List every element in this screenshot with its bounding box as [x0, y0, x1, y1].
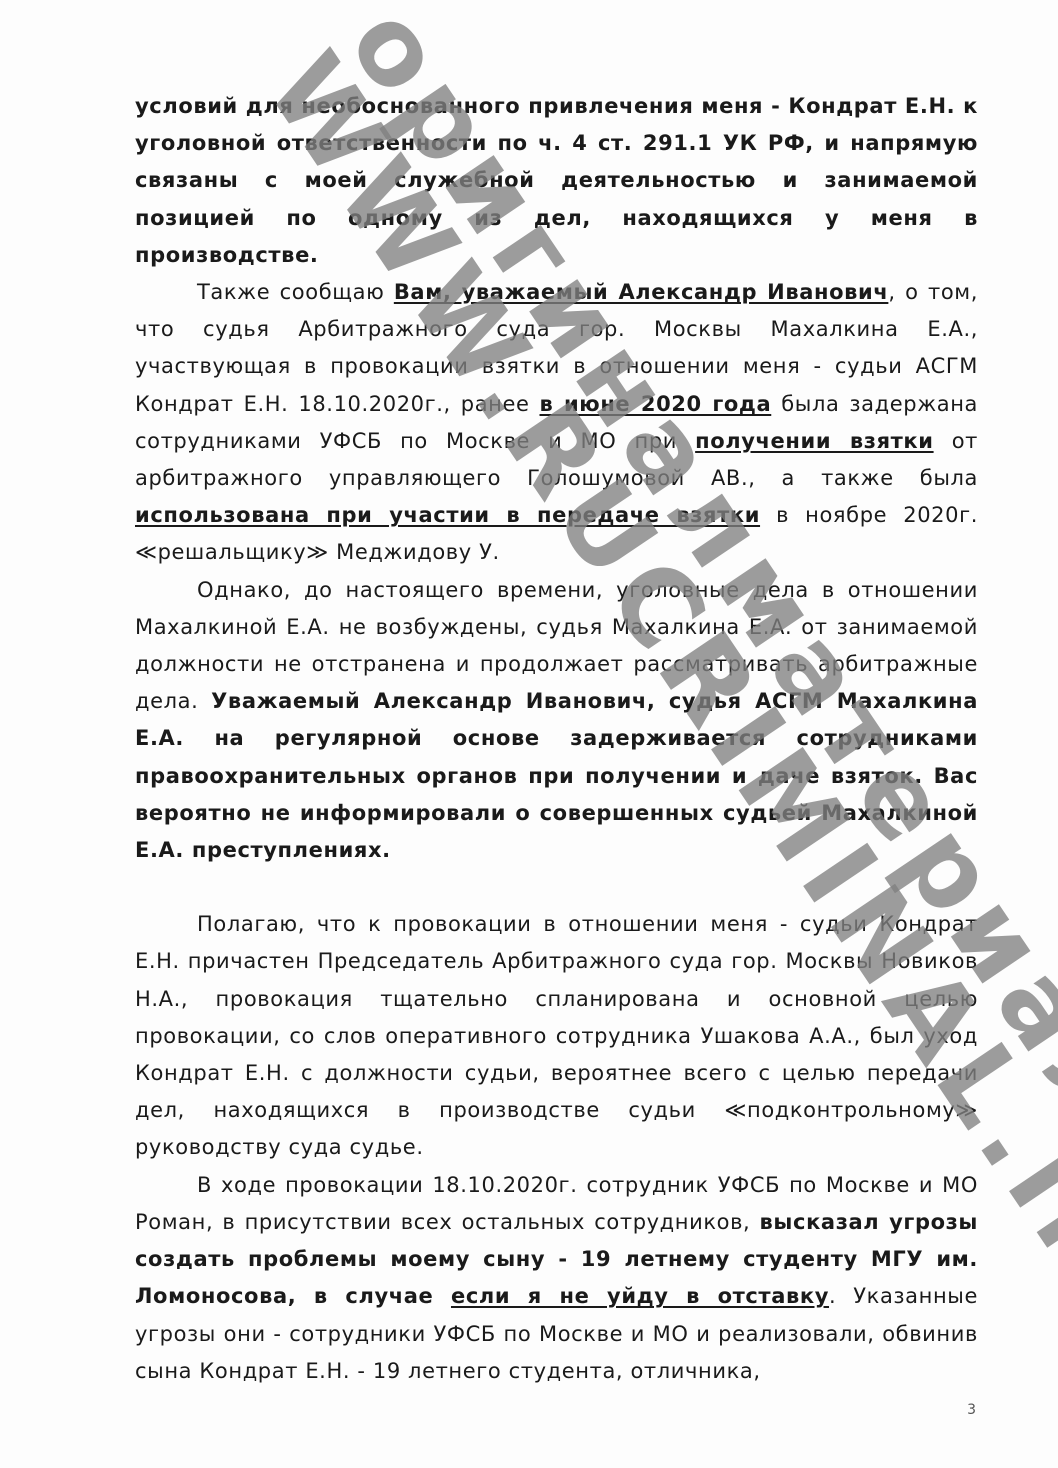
text-segment: в ноябре 2020г. ≪решальщику≫ Меджидову У.	[135, 503, 978, 565]
text-segment: была задержана сотрудниками УФСБ по Москве и МО при	[135, 391, 978, 453]
paragraph-p1	[135, 88, 978, 274]
underlined-text: Вам, уважаемый Александр Иванович	[393, 280, 889, 305]
paragraph-gap	[135, 869, 978, 906]
paragraph-p3	[135, 572, 978, 870]
page-number: 3	[967, 1402, 976, 1418]
document-body	[135, 88, 978, 1390]
text-segment: , о том, что судья Арбитражного суда гор. Москвы Махалкина Е.А., участвующая в провокации взятки в отношении меня - судьи АСГМ Кондрат Е.Н. 18.10.2020г., ранее	[135, 280, 978, 416]
underlined-text: в июне 2020 года	[539, 391, 772, 416]
underlined-text: использована при участии в передаче взятки	[135, 503, 761, 528]
text-segment: Полагаю, что к провокации в отношении меня - судьи Кондрат Е.Н. причастен Председатель Арбитражного суда гор. Москвы Новиков Н.А., провокация тщательно спланирована и основной целью провокации, со слов оперативного сотрудника Ушакова А.А., был уход Кондрат Е.Н. с должности судьи, вероятнее всего с целью передачи дел, находящихся в производстве судьи ≪подконтрольному≫ руководству суда судье.	[135, 912, 978, 1160]
underlined-text: если я не уйду в отставку	[450, 1284, 830, 1309]
paragraph-p5	[135, 1167, 978, 1390]
underlined-text: получении взятки	[695, 428, 934, 453]
text-segment: . Указанные угрозы они - сотрудники УФСБ по Москве и МО и реализовали, обвинив сына Кондрат Е.Н. - 19 летнего студента, отличника,	[135, 1284, 979, 1383]
paragraph-p4	[135, 906, 978, 1166]
text-segment: Также сообщаю	[197, 280, 394, 305]
bold-text: условий для необоснованного привлечения меня - Кондрат Е.Н. к уголовной ответственности по ч. 4 ст. 291.1 УК РФ, и напрямую связаны с моей служебной деятельностью и занимаемой позицией по одному из дел, находящихся у меня в производстве.	[135, 94, 978, 267]
paragraph-p2	[135, 274, 978, 572]
bold-text: высказал угрозы создать проблемы моему сыну - 19 летнему студенту МГУ им. Ломоносова, в случае	[135, 1209, 978, 1309]
text-segment: В ходе провокации 18.10.2020г. сотрудник УФСБ по Москве и МО Роман, в присутствии всех остальных сотрудников,	[135, 1172, 978, 1234]
text-segment: от арбитражного управляющего Голошумовой АВ., а также была	[135, 428, 978, 491]
text-segment: Однако, до настоящего времени, уголовные дела в отношении Махалкиной Е.А. не возбуждены, судья Махалкина Е.А. от занимаемой должности не отстранена и продолжает рассматривать арбитражные дела.	[135, 577, 978, 714]
bold-text: Уважаемый Александр Иванович, судья АСГМ Махалкина Е.А. на регулярной основе задерживается сотрудниками правоохранительных органов при получении и даче взяток. Вас вероятно не информировали о совершенных судьей Махалкиной Е.А. преступлениях.	[135, 689, 979, 863]
